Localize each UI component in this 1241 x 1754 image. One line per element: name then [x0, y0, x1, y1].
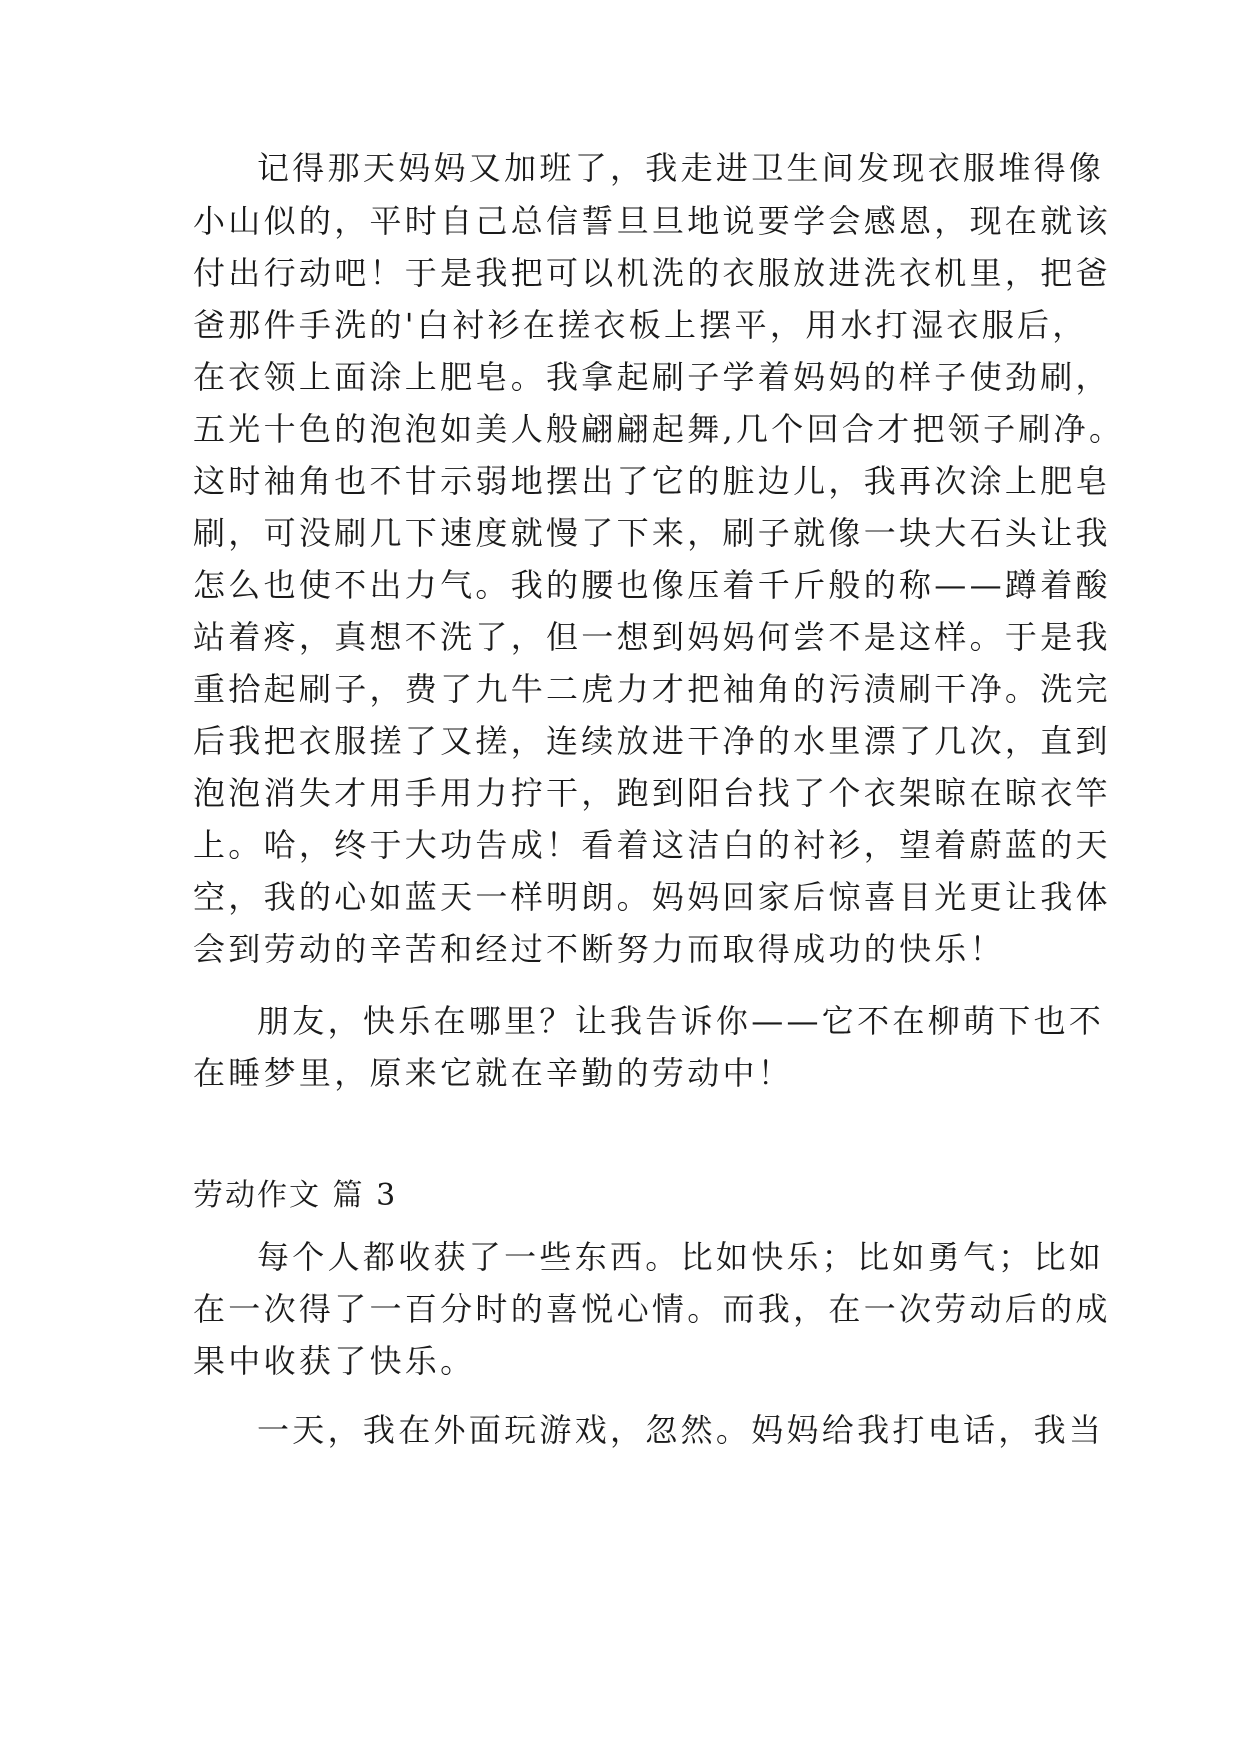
- text-line: 重拾起刷子，费了九牛二虎力才把袖角的污渍刷干净。洗完: [193, 670, 1111, 708]
- text-line: 爸那件手洗的'白衬衫在搓衣板上摆平，用水打湿衣服后，: [193, 306, 1088, 344]
- text-line: 怎么也使不出力气。我的腰也像压着千斤般的称——蹲着酸: [193, 566, 1111, 604]
- text-line: 小山似的，平时自己总信誓旦旦地说要学会感恩，现在就该: [193, 202, 1111, 240]
- text-line: 果中收获了快乐。: [193, 1342, 476, 1380]
- text-line: 五光十色的泡泡如美人般翩翩起舞,几个回合才把领子刷净。: [193, 410, 1125, 448]
- text-line: 空，我的心如蓝天一样明朗。妈妈回家后惊喜目光更让我体: [193, 878, 1111, 916]
- text-line: 上。哈，终于大功告成！看着这洁白的衬衫，望着蔚蓝的天: [193, 826, 1111, 864]
- text-line: 刷，可没刷几下速度就慢了下来，刷子就像一块大石头让我: [193, 514, 1111, 552]
- text-line: 记得那天妈妈又加班了，我走进卫生间发现衣服堆得像: [257, 149, 1105, 187]
- text-line: 后我把衣服搓了又搓，连续放进干净的水里漂了几次，直到: [193, 722, 1111, 760]
- text-line: 在一次得了一百分时的喜悦心情。而我，在一次劳动后的成: [193, 1290, 1111, 1328]
- text-line: 一天，我在外面玩游戏，忽然。妈妈给我打电话，我当: [257, 1411, 1105, 1449]
- text-line: 会到劳动的辛苦和经过不断努力而取得成功的快乐！: [193, 930, 1005, 968]
- text-line: 泡泡消失才用手用力拧干，跑到阳台找了个衣架晾在晾衣竿: [193, 774, 1111, 812]
- text-line: 站着疼，真想不洗了，但一想到妈妈何尝不是这样。于是我: [193, 618, 1111, 656]
- text-line: 在衣领上面涂上肥皂。我拿起刷子学着妈妈的样子使劲刷，: [193, 358, 1111, 396]
- text-line: 付出行动吧！于是我把可以机洗的衣服放进洗衣机里，把爸: [193, 254, 1111, 292]
- text-line: 在睡梦里，原来它就在辛勤的劳动中！: [193, 1054, 794, 1092]
- section-heading: 劳动作文 篇 3: [193, 1178, 398, 1213]
- text-line: 这时袖角也不甘示弱地摆出了它的脏边儿，我再次涂上肥皂: [193, 462, 1111, 500]
- text-line: 朋友，快乐在哪里？让我告诉你——它不在柳萌下也不: [257, 1002, 1105, 1040]
- text-line: 每个人都收获了一些东西。比如快乐；比如勇气；比如: [257, 1238, 1105, 1276]
